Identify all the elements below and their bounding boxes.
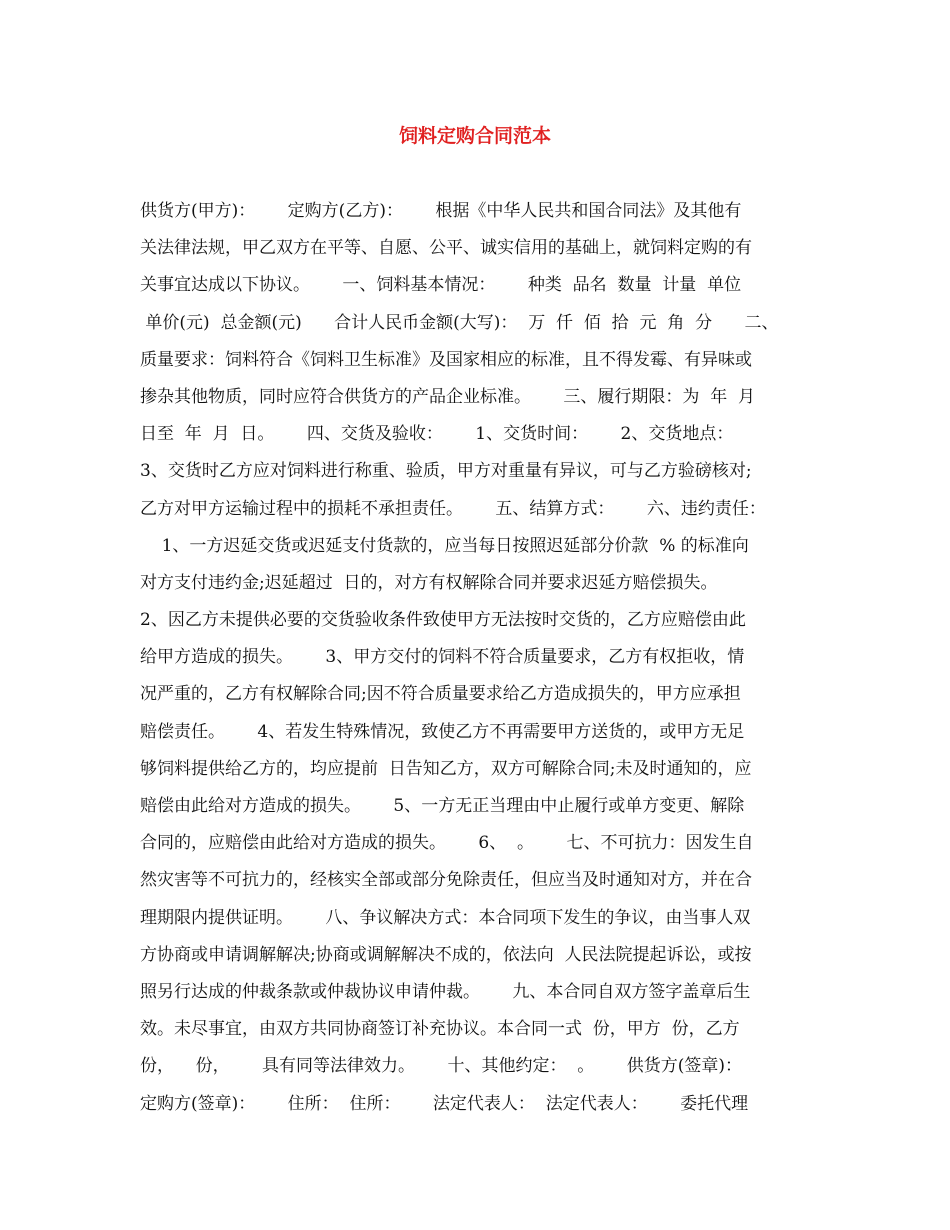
contract-line: 然灾害等不可抗力的，经核实全部或部分免除责任，但应当及时通知对方，并在合: [140, 870, 752, 891]
contract-line: 日至 年 月 日。 四、交货及验收： 1、交货时间： 2、交货地点：: [140, 424, 734, 445]
document-title: 饲料定购合同范本: [398, 125, 551, 147]
contract-line: 赔偿由此给对方造成的损失。 5、一方无正当理由中止履行或单方变更、解除: [140, 796, 745, 816]
contract-line: 照另行达成的仲裁条款或仲裁协议申请仲裁。 九、本合同自双方签字盖章后生: [140, 981, 751, 1002]
contract-line: 质量要求：饲料符合《饲料卫生标准》及国家相应的标准，且不得发霉、有异味或: [140, 349, 752, 370]
contract-line: 赔偿责任。 4、若发生特殊情况，致使乙方不再需要甲方送货的，或甲方无足: [140, 721, 745, 742]
contract-line: 1、一方迟延交货或迟延支付货款的，应当每日按照迟延部分价款 % 的标准向: [140, 535, 749, 556]
contract-line: 份， 份， 具有同等法律效力。 十、其他约定： 。 供货方(签章)：: [140, 1056, 742, 1077]
contract-line: 合同的，应赔偿由此给对方造成的损失。 6、 。 七、不可抗力：因发生自: [140, 833, 754, 854]
contract-line: 乙方对甲方运输过程中的损耗不承担责任。 五、结算方式： 六、违约责任：: [140, 498, 766, 519]
contract-line: 2、因乙方未提供必要的交货验收条件致使甲方无法按时交货的，乙方应赔偿由此: [140, 610, 746, 631]
contract-line: 3、交货时乙方应对饲料进行称重、验质，甲方对重量有异议，可与乙方验磅核对;: [140, 461, 752, 482]
contract-line: 定购方(签章)： 住所： 住所： 法定代表人： 法定代表人： 委托代理: [140, 1093, 749, 1114]
contract-line: 单价(元) 总金额(元) 合计人民币金额(大写)： 万 仟 佰 拾 元 角 分 二、: [140, 312, 779, 333]
contract-body: [140, 193, 820, 1123]
contract-line: 关法律法规，甲乙双方在平等、自愿、公平、诚实信用的基础上，就饲料定购的有: [140, 238, 752, 259]
contract-line: 供货方(甲方)： 定购方(乙方)： 根据《中华人民共和国合同法》及其他有: [140, 201, 742, 221]
contract-line: 够饲料提供给乙方的，均应提前 日告知乙方，双方可解除合同;未及时通知的，应: [140, 758, 752, 779]
contract-line: 给甲方造成的损失。 3、甲方交付的饲料不符合质量要求，乙方有权拒收，情: [140, 647, 745, 668]
contract-line: 效。未尽事宜，由双方共同协商签订补充协议。本合同一式 份，甲方 份，乙方: [140, 1019, 740, 1040]
contract-line: 关事宜达成以下协议。 一、饲料基本情况： 种类 品名 数量 计量 单位: [140, 275, 742, 296]
contract-line: 况严重的，乙方有权解除合同;因不符合质量要求给乙方造成损失的，甲方应承担: [140, 684, 741, 705]
contract-line: 方协商或申请调解解决;协商或调解解决不成的，依法向 人民法院提起诉讼，或按: [140, 944, 752, 965]
contract-line: 掺杂其他物质，同时应符合供货方的产品企业标准。 三、履行期限：为 年 月: [140, 386, 756, 407]
contract-line: 对方支付违约金;迟延超过 日的，对方有权解除合同并要求迟延方赔偿损失。: [140, 572, 718, 593]
contract-line: 理期限内提供证明。 八、争议解决方式：本合同项下发生的争议，由当事人双: [140, 907, 751, 928]
